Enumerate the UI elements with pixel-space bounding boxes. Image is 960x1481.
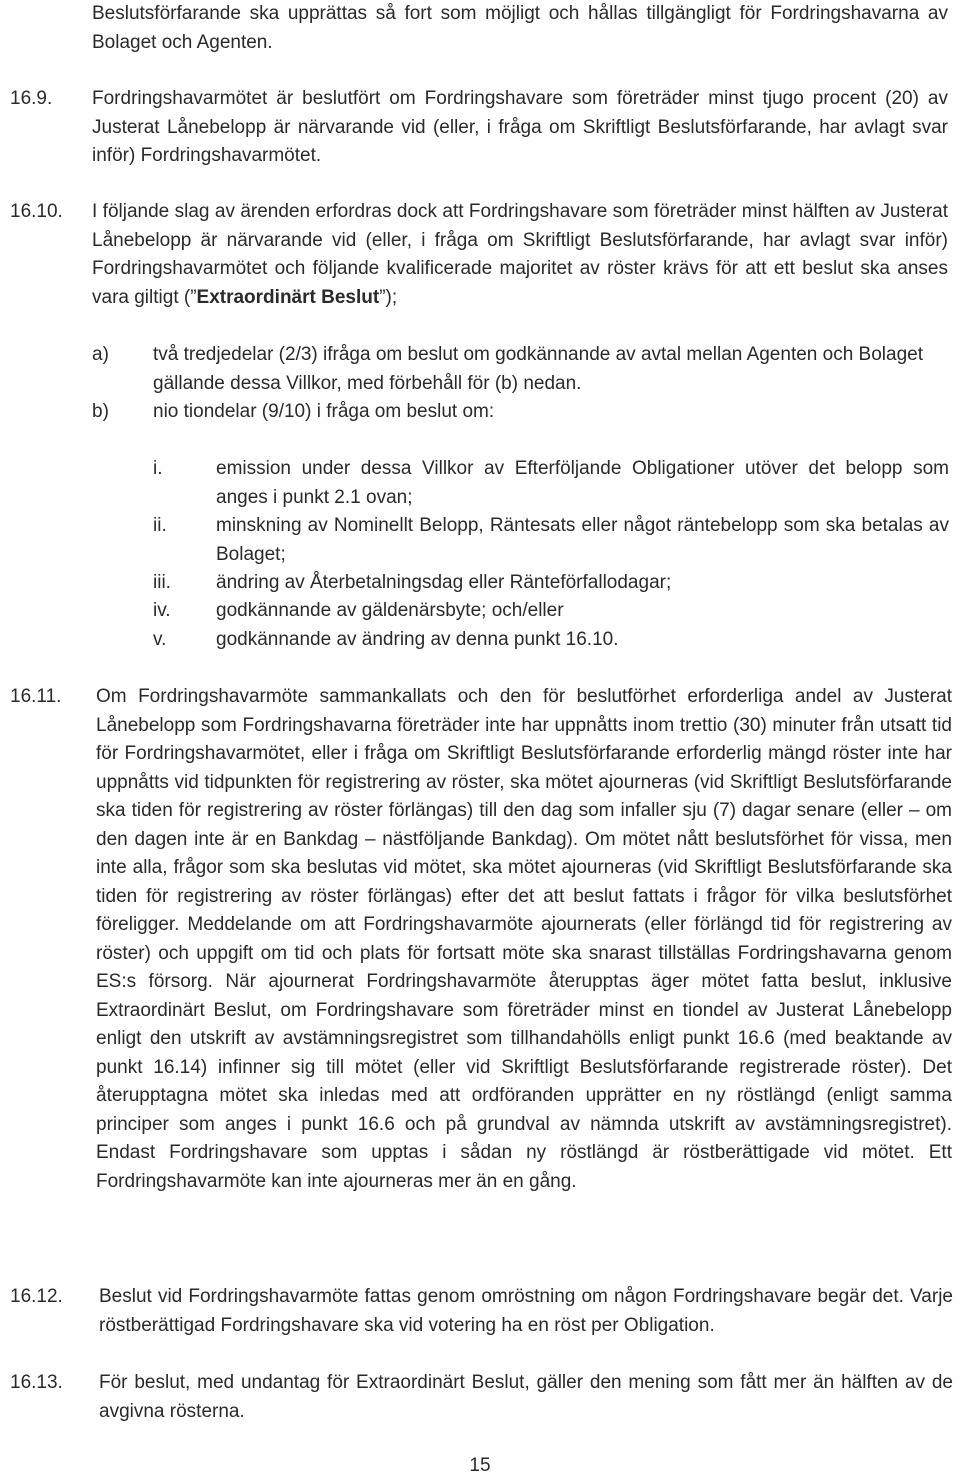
list-item-b-text: nio tiondelar (9/10) i fråga om beslut om: [153, 401, 495, 422]
subitem-iii-text: ändring av Återbetalningsdag eller Ränteförfallodagar; [216, 572, 672, 593]
section-number-16-12: 16.12. [10, 1286, 63, 1307]
page-number: 15 [469, 1455, 491, 1476]
section-16-11-text: Om Fordringshavarmöte sammankallats och den för beslutförhet erforderliga andel av Justerat Lånebelopp som Fordringshavarna företräder inte har uppnåtts inom trettio (30) minuter från utsatt tid för Fordringshavarmötet, eller i fråga om Skriftligt Beslutsförfarande erforderlig mängd röster inte har uppnåtts vid tidpunkten för registrering av röster, ska mötet ajourneras (vid Skriftligt Beslutsförfarande ska tiden för registrering av röster förlängas) till den dag som infaller sju (7) dagar senare (eller – om den dagen inte är en Bankdag – nästföljande Bankdag). Om mötet nått beslutsförhet för vissa, men inte alla, frågor som ska beslutas vid mötet, ska mötet ajourneras (vid Skriftligt Beslutsförfarande ska tiden för registrering av röster förlängas) efter det att beslut fattats i frågor för vilka beslutsförhet föreligger. Meddelande om att Fordringshavarmöte ajournerats (eller förlängd tid för registrering av röster) och uppgift om tid och plats för fortsatt möte ska snarast tillställas Fordringshavarna genom ES:s försorg. När ajournerat Fordringshavarmöte återupptas äger mötet fatta beslut, inklusive Extraordinärt Beslut, om Fordringshavare som företräder minst en tiondel av Justerat Lånebelopp enligt den utskrift av avstämningsregistret som tillhandahölls enligt punkt 16.6 (med beaktande av punkt 16.14) infinner sig till mötet (eller vid Skriftligt Beslutsförfarande registrerade röster). Det återupptagna mötet ska inledas med att ordföranden upprätter en ny röstlängd (enligt samma principer som anges i punkt 16.6 och på grundval av nämnda utskrift av avstämningsregistret). Endast Fordringshavare som upptas i sådan ny röstlängd är röstberättigade vid mötet. Ett Fordringshavarmöte kan inte ajourneras mer än en gång. [96, 686, 952, 1192]
extraordinary-decision-term: Extraordinärt Beslut [196, 286, 380, 308]
subitem-i-text: emission under dessa Villkor av Efterföljande Obligationer utöver det belopp som anges i punkt 2.1 ovan; [216, 458, 949, 508]
section-number-16-11: 16.11. [10, 686, 62, 707]
subitem-v-text: godkännande av ändring av denna punkt 16.10. [216, 629, 619, 650]
list-item-b-label: b) [92, 401, 109, 422]
section-16-12-text: Beslut vid Fordringshavarmöte fattas genom omröstning om någon Fordringshavare begär det. Varje röstberättigad Fordringshavare ska vid votering ha en röst per Obligation. [99, 1286, 953, 1336]
section-16-9-text: Fordringshavarmötet är beslutfört om Fordringshavare som företräder minst tjugo procent (20) av Justerat Lånebelopp är närvarande vid (eller, i fråga om Skriftligt Beslutsförfarande, har avlagt svar inför) Fordringshavarmötet. [92, 88, 948, 166]
subitem-iii-label: iii. [153, 572, 171, 593]
section-16-13-text: För beslut, med undantag för Extraordinärt Beslut, gäller den mening som fått mer än hälften av de avgivna rösterna. [99, 1372, 953, 1422]
subitem-ii-text: minskning av Nominellt Belopp, Räntesats eller något räntebelopp som ska betalas av Bolaget; [216, 515, 949, 565]
subitem-iv-label: iv. [153, 600, 171, 621]
intro-paragraph: Beslutsförfarande ska upprättas så fort som möjligt och hållas tillgängligt för Fordringshavarna av Bolaget och Agenten. [92, 3, 948, 53]
subitem-iv-text: godkännande av gäldenärsbyte; och/eller [216, 600, 564, 621]
section-16-10-text: I följande slag av ärenden erfordras dock att Fordringshavare som företräder minst hälften av Justerat Lånebelopp är närvarande vid (eller, i fråga om Skriftligt Beslutsförfarande, har avlagt svar inför) Fordringshavarmötet och följande kvalificerade majoritet av röster krävs för att ett beslut ska anses vara giltigt (”Extraordinärt Beslut”); [92, 201, 948, 308]
list-item-a-text: två tredjedelar (2/3) ifråga om beslut om godkännande av avtal mellan Agenten och Bolaget gällande dessa Villkor, med förbehåll för (b) nedan. [153, 344, 923, 394]
section-number-16-10: 16.10. [10, 201, 63, 222]
subitem-ii-label: ii. [153, 515, 167, 536]
section-number-16-9: 16.9. [10, 88, 53, 109]
section-number-16-13: 16.13. [10, 1372, 63, 1393]
subitem-v-label: v. [153, 629, 167, 650]
subitem-i-label: i. [153, 458, 163, 479]
list-item-a-label: a) [92, 344, 109, 365]
